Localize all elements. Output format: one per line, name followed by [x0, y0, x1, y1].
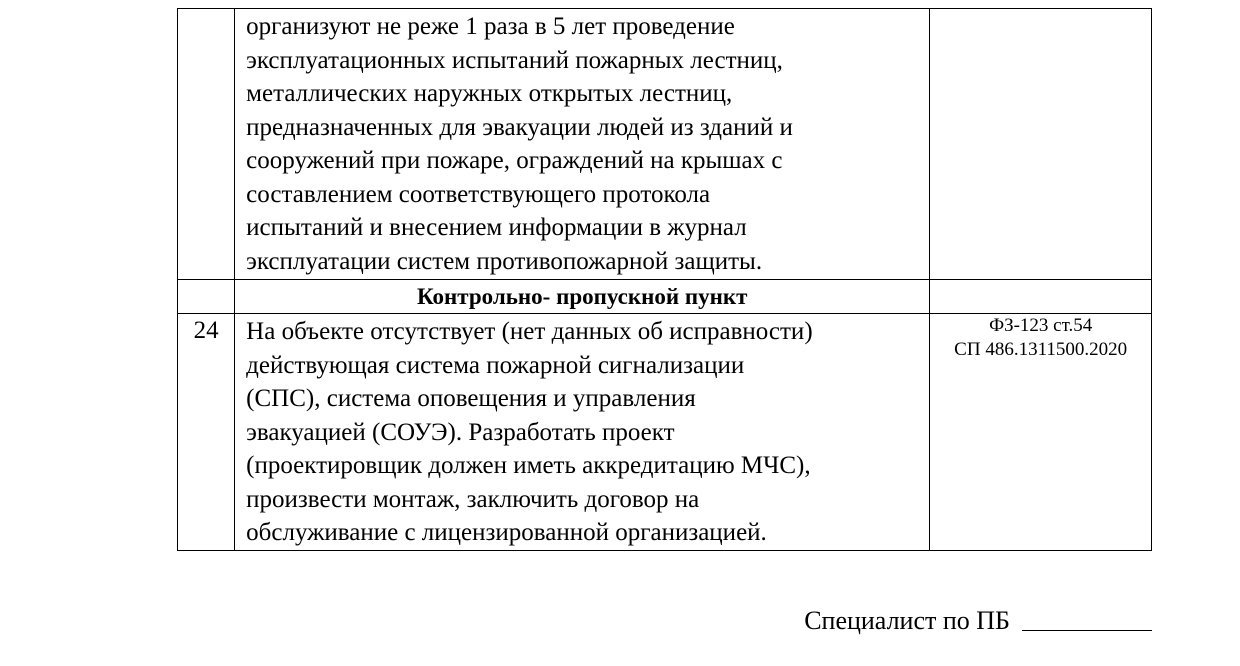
requirement-text — [235, 314, 929, 550]
regulation-reference — [930, 314, 1152, 551]
text-line: эвакуацией (СОУЭ). Разработать проект — [246, 418, 675, 446]
text-line: металлических наружных открытых лестниц, — [246, 80, 733, 107]
section-heading-row — [178, 280, 1152, 314]
requirements-table — [177, 8, 1152, 551]
text-line: эксплуатации систем противопожарной защиты. — [246, 247, 763, 275]
text-line: произвести монтаж, заключить договор на — [246, 485, 700, 513]
text-line: (проектировщик должен иметь аккредитацию МЧС), — [246, 452, 811, 479]
text-line: предназначенных для эвакуации людей из зданий и — [246, 113, 793, 141]
signature-label: Специалист по ПБ — [804, 606, 1010, 635]
signature-block — [804, 606, 1152, 636]
text-line: действующая система пожарной сигнализации — [246, 351, 745, 379]
text-line: обслуживание с лицензированной организацией. — [246, 519, 767, 546]
table-row-continued — [178, 9, 1152, 280]
requirement-text-cell — [235, 9, 930, 280]
text-line: (СПС), система оповещения и управления — [246, 385, 696, 412]
text-line: составлением соответствующего протокола — [246, 180, 711, 208]
section-empty-cell — [930, 280, 1152, 314]
signature-line — [1022, 629, 1152, 631]
text-line: эксплуатационных испытаний пожарных лестниц, — [246, 46, 783, 74]
section-heading: Контрольно- пропускной пункт — [235, 280, 930, 314]
text-line: На объекте отсутствует (нет данных об исправности) — [246, 318, 813, 345]
text-line: организуют не реже 1 раза в 5 лет проведение — [246, 13, 735, 40]
text-line: испытаний и внесением информации в журнал — [246, 214, 747, 241]
section-empty-cell — [178, 280, 235, 314]
requirement-text-cell — [235, 314, 930, 551]
reference-cell — [930, 9, 1152, 280]
reference-line: ФЗ-123 ст.54 — [989, 315, 1093, 336]
text-line: сооружений при пожаре, ограждений на крышах с — [246, 147, 783, 174]
table-row-24 — [178, 314, 1152, 551]
row-number-cell — [178, 9, 235, 280]
row-number: 24 — [178, 314, 235, 551]
requirement-text — [235, 9, 929, 279]
reference-line: СП 486.1311500.2020 — [954, 339, 1128, 360]
